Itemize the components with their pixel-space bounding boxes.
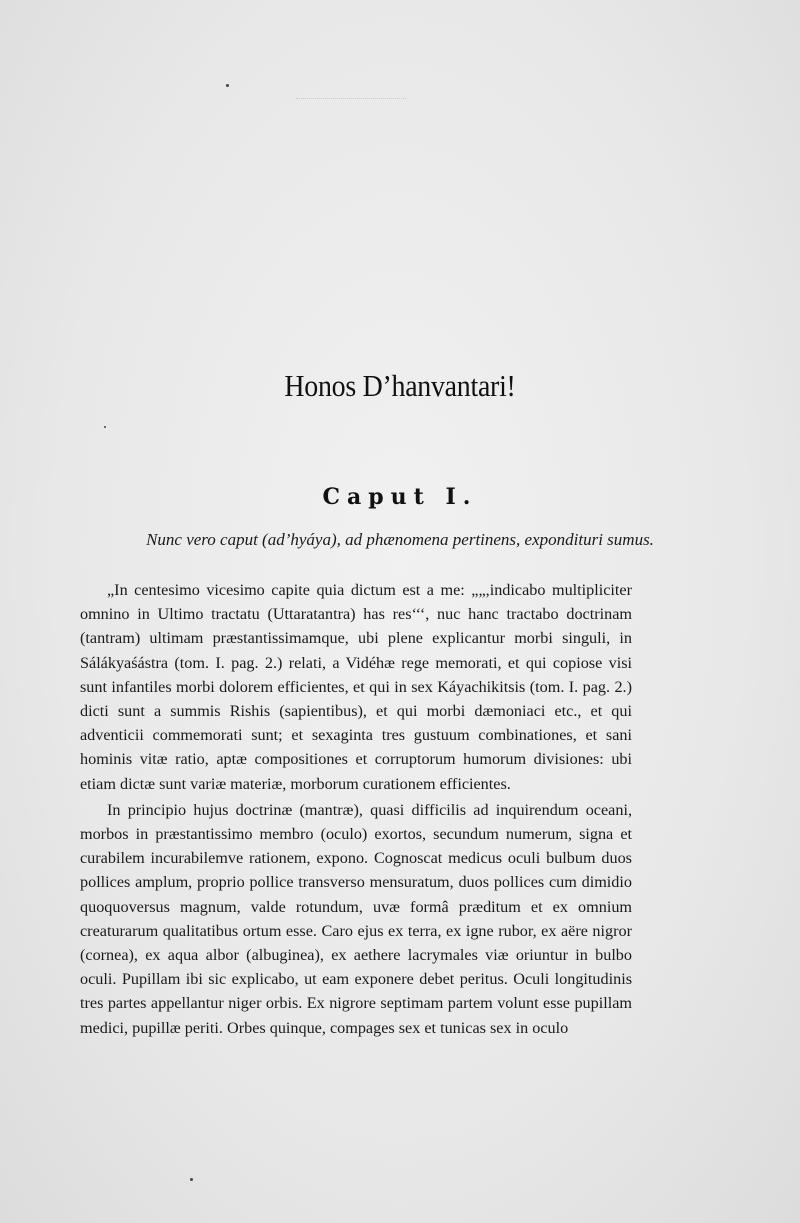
ink-speck	[104, 426, 106, 428]
page-title: Honos D’hanvantari!	[284, 368, 516, 403]
paragraph: „In centesimo vicesimo capite quia dictum est a me: „„,indicabo multipliciter omnino in Ultimo tractatu (Uttaratantra) has res‘‘‘, nuc hanc tractabo doctrinam (tantram) ultimam præstantissimamque, ubi plene explicantur morbi singuli, in Sálákyaśástra (tom. I. pag. 2.) relati, a Vidéhæ rege memorati, et qui copiose visi sunt infantiles morbi dolorem efficientes, et qui in sex Káyachikitsis (tom. I. pag. 2.) dicti sunt a summis Rishis (sapientibus), et qui morbi dæmoniaci etc., et qui adventicii commemorati sunt; et sexaginta tres gustuum combinationes, et sani hominis vitæ ratio, aptæ compositiones et corruptorum humorum divisiones: ubi etiam dictæ sunt variæ materiæ, morborum curationem efficientes.	[80, 581, 632, 793]
chapter-heading: Caput I.	[322, 484, 478, 510]
paragraph: In principio hujus doctrinæ (mantræ), quasi difficilis ad inquirendum oceani, morbos in præstantissimo membro (oculo) exortos, secundum numerum, signa et curabilem incurabilemve rationem, expono. Cognoscat medicus oculi bulbum duos pollices amplum, proprio pollice transverso mensuratum, duos pollices cum dimidio quoquoversus magnum, valde rotundum, uvæ formâ præditum et ex omnium creaturarum qualitatibus ortum esse. Caro ejus ex terra, ex igne rubor, ex aëre nigror (cornea), ex aqua albor (albuginea), ex aethere lacrymales viæ oriuntur in bulbo oculi. Pupillam ibi sic explicabo, ut eam exponere debet peritus. Oculi longitudinis tres partes appellantur niger orbis. Ex nigrore septimam partem volunt esse pupillam medici, pupillæ periti. Orbes quinque, compages sex et tunicas sex in oculo	[80, 800, 632, 1037]
chapter-subtitle: Nunc vero caput (ad’hyáya), ad phænomena pertinens, expondituri sumus.	[146, 530, 654, 549]
ink-speck	[190, 1178, 193, 1181]
body-text	[80, 578, 632, 1040]
ink-speck	[226, 84, 229, 87]
bleed-through-rule	[296, 98, 406, 99]
